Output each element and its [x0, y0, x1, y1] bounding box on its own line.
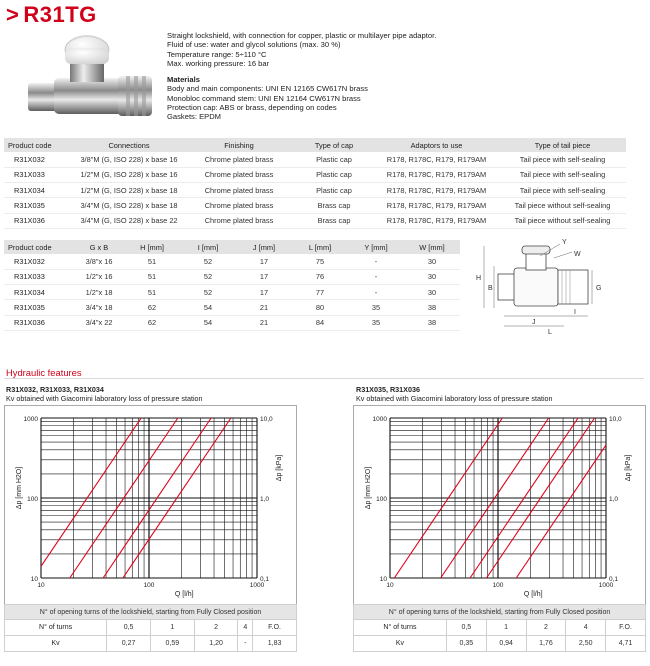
turns-cell: 1 [486, 620, 526, 636]
table-cell: Chrome plated brass [184, 183, 294, 198]
col-header: Adaptors to use [374, 138, 499, 152]
label-b: B [488, 285, 493, 292]
table-cell: Plastic cap [294, 183, 374, 198]
product-code-cell: R31X034 [4, 183, 74, 198]
table-cell: Chrome plated brass [184, 167, 294, 182]
x-axis-label: Q [l/h] [174, 591, 194, 598]
table-cell: 3/8"M (G, ISO 228) x base 16 [74, 152, 184, 167]
y2-tick-label: 1,0 [609, 496, 619, 503]
dimension-drawing [474, 238, 629, 338]
materials-line: Monobloc command stem: UNI EN 12164 CW617N brass [167, 93, 361, 103]
product-code-cell: R31X035 [4, 300, 74, 315]
table-cell: 52 [180, 254, 236, 269]
table-cell: R178, R178C, R179, R179AM [374, 213, 499, 228]
table-cell: 3/4"M (G, ISO 228) x base 18 [74, 198, 184, 213]
col-header: L [mm] [292, 240, 348, 254]
table-cell: Tail piece with self-sealing [499, 167, 626, 182]
label-w: W [574, 251, 581, 258]
kv-chart-svg [5, 406, 298, 606]
table-row [4, 152, 626, 167]
table-cell: Brass cap [294, 198, 374, 213]
materials-line: Protection cap: ABS or brass, depending on codes [167, 103, 337, 113]
x-tick-label: 10 [386, 582, 394, 589]
table-cell: - [348, 285, 404, 300]
product-code-cell: R31X036 [4, 213, 74, 228]
x-tick-label: 1000 [598, 582, 614, 589]
x-tick-label: 100 [143, 582, 155, 589]
table-cell: 1/2"x 18 [74, 285, 124, 300]
kv-chart-left [4, 405, 297, 605]
x-tick-label: 100 [492, 582, 504, 589]
kv-series-line [516, 445, 606, 578]
label-h: H [476, 275, 482, 282]
y-tick-label: 10 [379, 576, 387, 583]
table-cell: 1/2"M (G, ISO 228) x base 16 [74, 167, 184, 182]
col-header: Product code [4, 138, 74, 152]
materials-heading: Materials [167, 75, 200, 85]
table-cell: 84 [292, 315, 348, 330]
table-cell: 54 [180, 315, 236, 330]
table-cell: 51 [124, 254, 180, 269]
product-code-cell: R31X033 [4, 167, 74, 182]
label-l: L [548, 329, 552, 336]
col-header: J [mm] [236, 240, 292, 254]
table-row [4, 269, 460, 284]
table-cell: 35 [348, 300, 404, 315]
col-header: H [mm] [124, 240, 180, 254]
table-cell: Tail piece with self-sealing [499, 183, 626, 198]
y-axis-label: Δp [mm H2O] [16, 466, 23, 510]
y2-axis-label: Δp [kPa] [625, 454, 632, 482]
table-cell: 3/4"x 18 [74, 300, 124, 315]
table-cell: Plastic cap [294, 167, 374, 182]
table-cell: 38 [404, 300, 460, 315]
col-header: Y [mm] [348, 240, 404, 254]
table-cell: 30 [404, 285, 460, 300]
product-title: R31TG [23, 2, 97, 27]
label-y: Y [562, 239, 567, 246]
table-cell: 3/4"M (G, ISO 228) x base 22 [74, 213, 184, 228]
section-title: Hydraulic features [6, 367, 82, 378]
y-tick-label: 100 [27, 496, 38, 503]
table-cell: R178, R178C, R179, R179AM [374, 152, 499, 167]
table-row [4, 254, 460, 269]
table-cell: R178, R178C, R179, R179AM [374, 183, 499, 198]
kv-cell: 2,50 [566, 636, 606, 652]
col-header: I [mm] [180, 240, 236, 254]
table-cell: 51 [124, 269, 180, 284]
turns-cell: 2 [526, 620, 566, 636]
y2-tick-label: 10,0 [260, 416, 273, 423]
table-cell: 21 [236, 315, 292, 330]
table-cell: 62 [124, 300, 180, 315]
x-tick-label: 1000 [249, 582, 265, 589]
kv-cell: 0,94 [486, 636, 526, 652]
kv-cell: 0,35 [446, 636, 486, 652]
chart-codes: R31X032, R31X033, R31X034 [6, 385, 104, 394]
turns-cell: F.O. [253, 620, 297, 636]
col-header: Product code [4, 240, 74, 254]
materials-line: Gaskets: EPDM [167, 112, 222, 122]
table-cell: 51 [124, 285, 180, 300]
turns-label: N° of turns [5, 620, 107, 636]
y2-tick-label: 0,1 [260, 576, 270, 583]
table-row [4, 285, 460, 300]
table-cell: 38 [404, 315, 460, 330]
col-header: Connections [74, 138, 184, 152]
table-cell: 76 [292, 269, 348, 284]
kv-cell: 1,76 [526, 636, 566, 652]
table-cell: 3/4"x 22 [74, 315, 124, 330]
kv-cell: 0,59 [150, 636, 194, 652]
table-cell: 17 [236, 285, 292, 300]
col-header: Finishing [184, 138, 294, 152]
chart-subtitle: Kv obtained with Giacomini laboratory loss of pressure station [6, 393, 203, 403]
materials-line: Body and main components: UNI EN 12165 CW617N brass [167, 84, 368, 94]
kv-cell: 4,71 [606, 636, 646, 652]
table-row [4, 213, 626, 228]
x-axis-label: Q [l/h] [523, 591, 543, 598]
turns-table-right [353, 604, 646, 652]
valve-image [14, 28, 164, 128]
chart-codes: R31X035, R31X036 [356, 385, 420, 394]
desc-line: Straight lockshield, with connection for copper, plastic or multilayer pipe adaptor. [167, 31, 437, 40]
section-divider [4, 378, 644, 379]
dimensions-table [4, 240, 460, 331]
y-tick-label: 1000 [372, 416, 387, 423]
table-cell: 77 [292, 285, 348, 300]
product-code-cell: R31X033 [4, 269, 74, 284]
product-code-cell: R31X034 [4, 285, 74, 300]
table-cell: R178, R178C, R179, R179AM [374, 167, 499, 182]
table-cell: Tail piece without self-sealing [499, 198, 626, 213]
kv-label: Kv [354, 636, 447, 652]
table-cell: 75 [292, 254, 348, 269]
table-header-row [4, 138, 626, 152]
kv-label: Kv [5, 636, 107, 652]
product-code-cell: R31X032 [4, 254, 74, 269]
kv-cell: 1,83 [253, 636, 297, 652]
turns-label: N° of turns [354, 620, 447, 636]
table-cell: 17 [236, 254, 292, 269]
y2-axis-label: Δp [kPa] [276, 454, 283, 482]
kv-cell: - [238, 636, 253, 652]
x-tick-label: 10 [37, 582, 45, 589]
table-row [4, 167, 626, 182]
table-cell: 80 [292, 300, 348, 315]
y-tick-label: 10 [30, 576, 38, 583]
table-row [4, 300, 460, 315]
col-header: W [mm] [404, 240, 460, 254]
y2-tick-label: 1,0 [260, 496, 270, 503]
col-header: Type of cap [294, 138, 374, 152]
desc-line: Fluid of use: water and glycol solutions (max. 30 %) [167, 40, 341, 50]
desc-line: Max. working pressure: 16 bar [167, 58, 270, 68]
table-cell: R178, R178C, R179, R179AM [374, 198, 499, 213]
desc-line: Temperature range: 5÷110 °C [167, 49, 267, 59]
table-row [4, 315, 460, 330]
table-cell: 30 [404, 269, 460, 284]
turns-table-left [4, 604, 297, 652]
table-cell: - [348, 269, 404, 284]
col-header: Type of tail piece [499, 138, 626, 152]
table-cell: Chrome plated brass [184, 198, 294, 213]
turns-cell: 4 [566, 620, 606, 636]
chevron-right-icon: > [6, 2, 20, 27]
turns-title: N° of opening turns of the lockshield, starting from Fully Closed position [5, 605, 297, 620]
chart-caption-right [356, 386, 553, 403]
table-row [4, 198, 626, 213]
table-cell: 35 [348, 315, 404, 330]
label-i: I [574, 309, 576, 316]
table-cell: 54 [180, 300, 236, 315]
turns-cell: 2 [194, 620, 238, 636]
product-code-cell: R31X035 [4, 198, 74, 213]
product-codes-table [4, 138, 626, 229]
table-cell: 1/2"x 16 [74, 269, 124, 284]
chart-caption-left [6, 386, 203, 403]
label-g: G [596, 285, 602, 292]
turns-cell: 0,5 [107, 620, 151, 636]
col-header: G x B [74, 240, 124, 254]
table-row [4, 183, 626, 198]
table-cell: 21 [236, 300, 292, 315]
table-cell: Chrome plated brass [184, 213, 294, 228]
page-title [6, 2, 97, 28]
kv-cell: 1,20 [194, 636, 238, 652]
label-j: J [532, 319, 536, 326]
table-cell: Plastic cap [294, 152, 374, 167]
product-code-cell: R31X032 [4, 152, 74, 167]
product-description [167, 31, 436, 122]
table-header-row [4, 240, 460, 254]
table-cell: 30 [404, 254, 460, 269]
table-cell: 1/2"M (G, ISO 228) x base 18 [74, 183, 184, 198]
y2-tick-label: 10,0 [609, 416, 622, 423]
table-cell: 52 [180, 269, 236, 284]
table-cell: 17 [236, 269, 292, 284]
turns-cell: 4 [238, 620, 253, 636]
table-cell: Tail piece with self-sealing [499, 152, 626, 167]
y-tick-label: 1000 [23, 416, 38, 423]
table-cell: Brass cap [294, 213, 374, 228]
chart-subtitle: Kv obtained with Giacomini laboratory loss of pressure station [356, 393, 553, 403]
kv-cell: 0,27 [107, 636, 151, 652]
y-axis-label: Δp [mm H2O] [365, 466, 372, 510]
table-cell: - [348, 254, 404, 269]
kv-chart-right [353, 405, 646, 605]
turns-cell: 0,5 [446, 620, 486, 636]
product-code-cell: R31X036 [4, 315, 74, 330]
table-cell: 3/8"x 16 [74, 254, 124, 269]
y2-tick-label: 0,1 [609, 576, 619, 583]
table-cell: Chrome plated brass [184, 152, 294, 167]
turns-title: N° of opening turns of the lockshield, starting from Fully Closed position [354, 605, 646, 620]
table-cell: Tail piece without self-sealing [499, 213, 626, 228]
turns-cell: 1 [150, 620, 194, 636]
table-cell: 62 [124, 315, 180, 330]
y-tick-label: 100 [376, 496, 387, 503]
table-cell: 52 [180, 285, 236, 300]
kv-chart-svg [354, 406, 647, 606]
turns-cell: F.O. [606, 620, 646, 636]
